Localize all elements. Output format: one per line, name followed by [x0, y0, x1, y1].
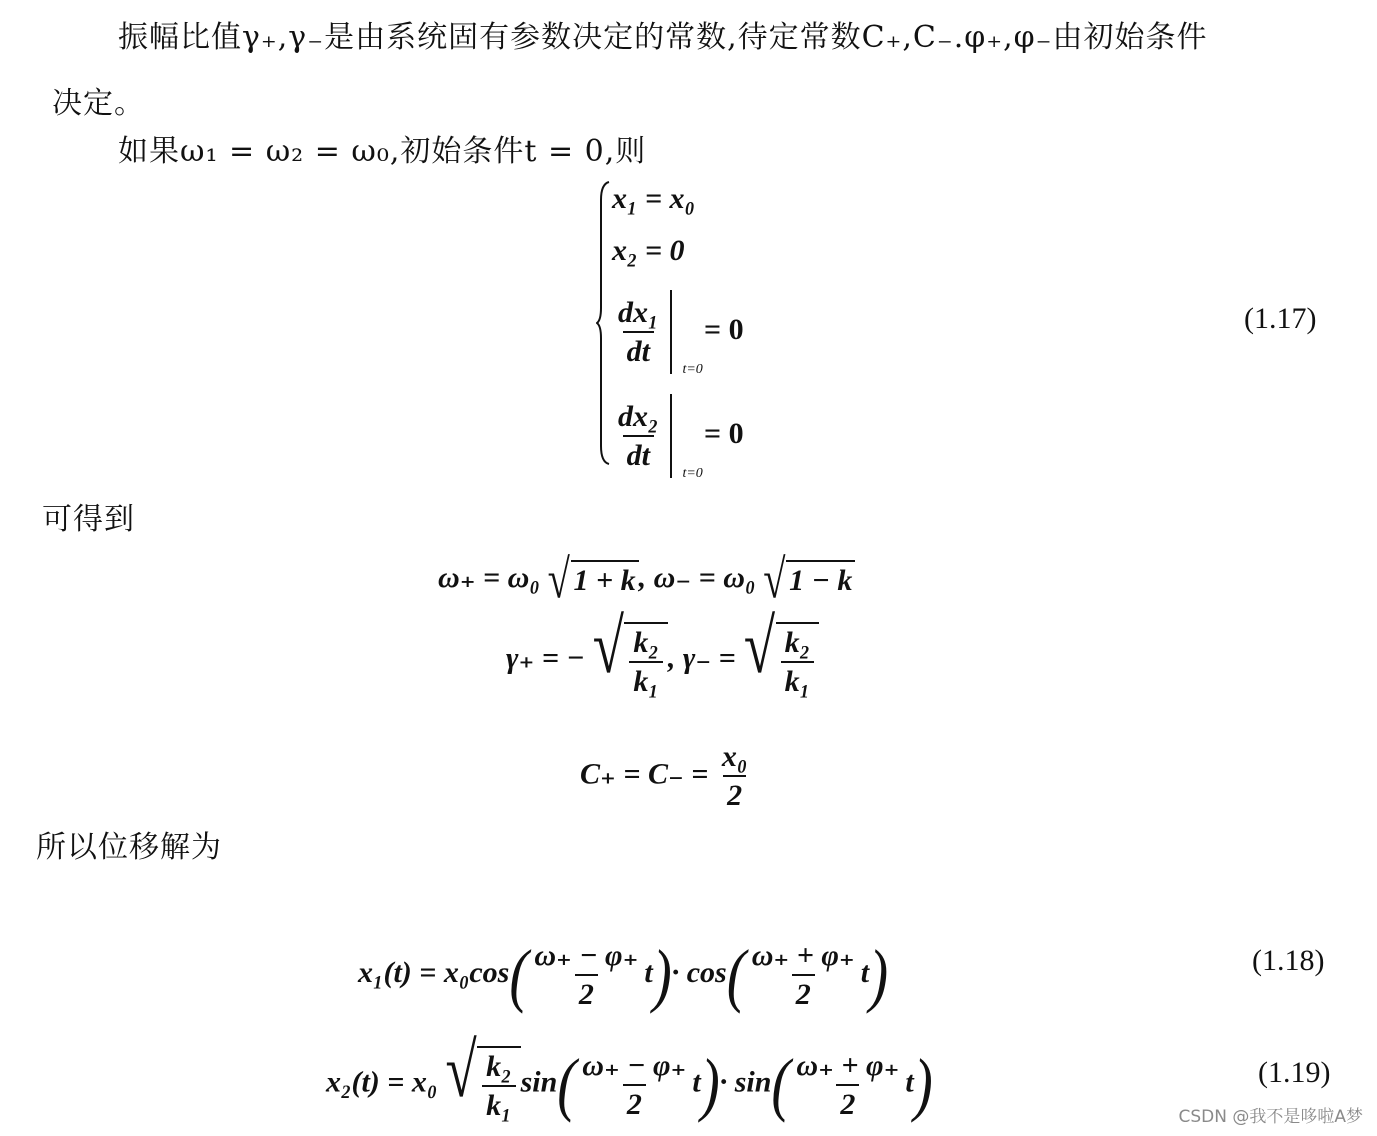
omega-equation [438, 548, 855, 610]
derivative-fraction-1 [614, 296, 662, 369]
derivative-denominator: dt [623, 435, 654, 473]
derivative-numerator: dx₁ [618, 295, 659, 329]
fraction-sum: $\frac{\omega_+ + \varphi_+}{2}$ [796, 1048, 900, 1121]
fraction-difference: $\frac{\omega_+ - \varphi_+}{2}$ [582, 1048, 687, 1121]
watermark: CSDN @我不是哆啦A梦 [1178, 1107, 1363, 1127]
fraction-difference: $\frac{\omega_+ - \varphi_+}{2}$ [534, 939, 639, 1011]
c-lhs: C₊ = C₋ = [580, 757, 709, 791]
evaluation-point: t=0 [682, 466, 703, 481]
x1-lhs: x₁(t) = x₀cos [358, 955, 510, 989]
system-row-3-rhs: = 0 [703, 312, 744, 346]
evaluation-point: t=0 [682, 362, 703, 377]
system-row-2: x₂ = 0 [612, 234, 685, 267]
omega-minus-lhs: , ω₋ = ω₀ [638, 561, 756, 595]
equation-1-19: x₂(t) = x₀ √ $\frac{\text{k₂}}{\text{k₁}}$ sin( $\frac{\omega_+ - \varphi_+}{2}$ t)· sin( $\frac{\omega_+ + \varphi_+}{2}$ t) [326, 1028, 933, 1124]
equation-number-1-17: (1.17) [1244, 302, 1317, 335]
evaluation-bar [670, 394, 703, 481]
derivative-numerator: dx₂ [618, 399, 659, 433]
gamma-plus-lhs: γ₊ = − [506, 641, 585, 675]
sqrt-one-minus-k: √ 1 − k [763, 560, 855, 601]
equation-number-1-19: (1.19) [1258, 1056, 1331, 1089]
left-brace [596, 180, 610, 466]
sqrt-one-plus-k: √ 1 + k [547, 560, 638, 601]
sqrt-k-ratio-2: √ $\frac{\text{k₂}}{\text{k₁}}$ [743, 622, 819, 699]
x2-lhs: x₂(t) = x₀ [326, 1065, 438, 1099]
condition-sentence: 如果ω₁ = ω₂ = ω₀,初始条件t = 0,则 [118, 134, 647, 169]
system-row-1: x₁ = x₀ [612, 182, 696, 215]
x0-over-2: $\frac{\text{x₀}}{2}$ [721, 740, 748, 812]
fraction-sum: $\frac{\omega_+ + \varphi_+}{2}$ [751, 939, 855, 1011]
amplitude-constants-equation [580, 740, 753, 813]
solution-intro: 所以位移解为 [36, 830, 222, 865]
derivative-denominator: dt [623, 331, 654, 369]
system-row-4 [612, 394, 744, 481]
derivative-fraction-2 [614, 400, 662, 473]
equation-number-1-18: (1.18) [1252, 944, 1325, 977]
gamma-minus-lhs: , γ₋ = [667, 641, 736, 675]
sqrt-k-ratio-1: √ $\frac{\text{k₂}}{\text{k₁}}$ [592, 622, 668, 699]
gamma-equation [506, 604, 819, 699]
system-row-4-rhs: = 0 [703, 416, 744, 450]
evaluation-bar [670, 290, 703, 377]
omega-plus-lhs: ω₊ = ω₀ [438, 561, 540, 595]
sqrt-k-ratio-3: √ $\frac{\text{k₂}}{\text{k₁}}$ [445, 1046, 521, 1123]
cos-factor: · cos [671, 955, 727, 989]
paragraph-line-1: 振幅比值γ₊,γ₋是由系统固有参数决定的常数,待定常数C₊,C₋.φ₊,φ₋由初始条件 [118, 20, 1208, 55]
sin-factor-1: sin [520, 1065, 558, 1099]
sin-factor-2: · sin [719, 1065, 772, 1099]
paragraph-line-2: 决定。 [52, 86, 145, 121]
result-intro: 可得到 [42, 502, 135, 537]
equation-1-18: x₁(t) = x₀cos( $\frac{\omega_+ - \varphi_+}{2}$ t)· cos( $\frac{\omega_+ + \varphi_+}{2}$ t) [358, 935, 889, 1015]
system-row-3 [612, 290, 744, 377]
